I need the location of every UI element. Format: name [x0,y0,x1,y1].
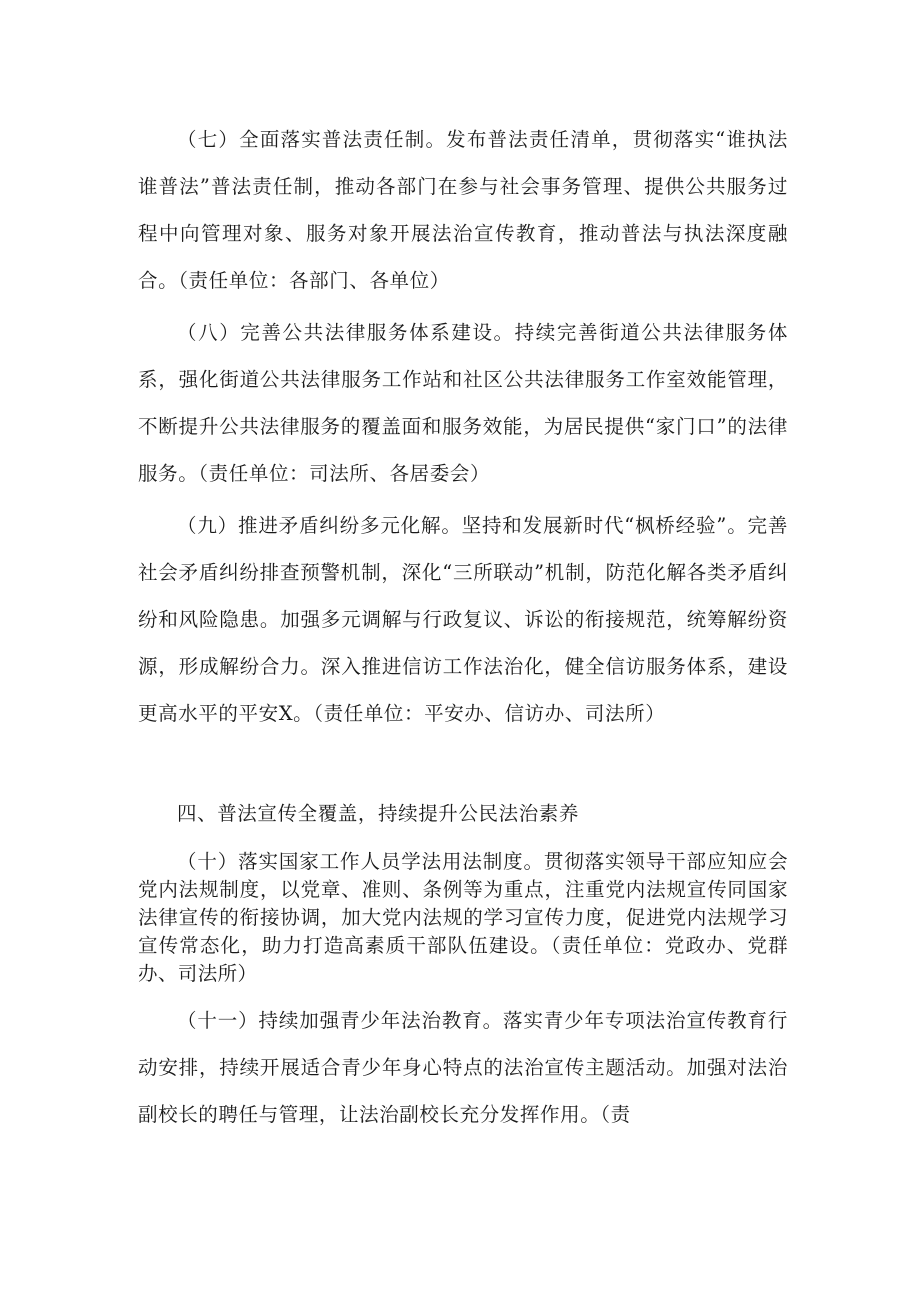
paragraph-7: （七）全面落实普法责任制。发布普法责任清单，贯彻落实“谁执法谁普法”普法责任制，推动各部门在参与社会事务管理、提供公共服务过程中向管理对象、服务对象开展法治宣传教育，推动普法与执法深度融合。（责任单位：各部门、各单位） [138,128,788,292]
paragraph-8: （八）完善公共法律服务体系建设。持续完善街道公共法律服务体系，强化街道公共法律服务工作站和社区公共法律服务工作室效能管理，不断提升公共法律服务的覆盖面和服务效能，为居民提供“家门口”的法律服务。（责任单位：司法所、各居委会） [138,321,788,485]
paragraph-9: （九）推进矛盾纠纷多元化解。坚持和发展新时代“枫桥经验”。完善社会矛盾纠纷排查预警机制，深化“三所联动”机制，防范化解各类矛盾纠纷和风险隐患。加强多元调解与行政复议、诉讼的衔接规范，统筹解纷资源，形成解纷合力。深入推进信访工作法治化，健全信访服务体系，建设更高水平的平安X。（责任单位：平安办、信访办、司法所） [138,514,788,725]
paragraph-10: （十）落实国家工作人员学法用法制度。贯彻落实领导干部应知应会党内法规制度，以党章、准则、条例等为重点，注重党内法规宣传同国家法律宣传的衔接协调，加大党内法规的学习宣传力度，促进党内法规学习宣传常态化，助力打造高素质干部队伍建设。（责任单位：党政办、党群办、司法所） [138,850,788,985]
section-4-heading: 四、普法宣传全覆盖，持续提升公民法治素养 [177,802,580,825]
paragraph-11: （十一）持续加强青少年法治教育。落实青少年专项法治宣传教育行动安排，持续开展适合青少年身心特点的法治宣传主题活动。加强对法治副校长的聘任与管理，让法治副校长充分发挥作用。（责 [138,1009,788,1126]
